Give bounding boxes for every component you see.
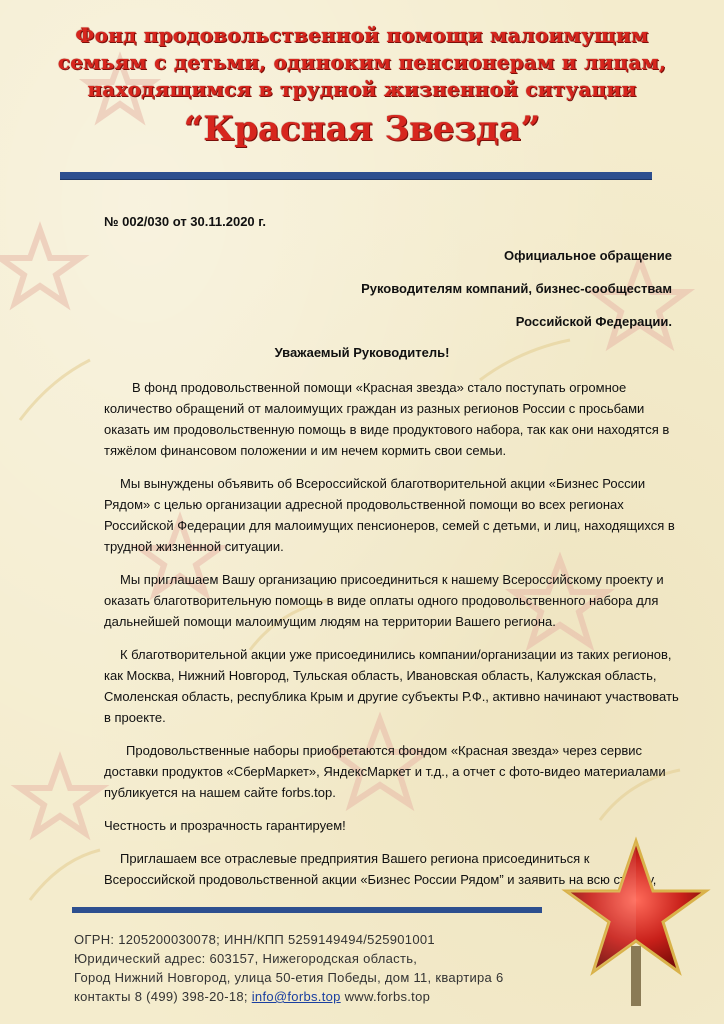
- footer-requisites: [74, 930, 504, 1006]
- footer-phone: контакты 8 (499) 398-20-18;: [74, 989, 248, 1004]
- paragraph: Мы приглашаем Вашу организацию присоединиться к нашему Всероссийскому проекту и оказать благотворительную помощь в виде оплаты одного продовольственного набора для дальнейшей помощи малоимущим людям на территории Вашего региона.: [104, 572, 664, 629]
- header-line-3: находящимся в трудной жизненной ситуации: [87, 77, 637, 101]
- footer-divider: [72, 907, 542, 913]
- header-line-1: Фонд продовольственной помощи малоимущим: [75, 23, 649, 47]
- website-text: www.forbs.top: [344, 989, 431, 1004]
- paragraph: В фонд продовольственной помощи «Красная звезда» стало поступать огромное количество обращений от малоимущих граждан из разных регионов России с просьбами оказать им продовольственную помощь в виде продуктового набора, так как они находятся в тяжёлом финансовом положении и им нечем кормить свои семьи.: [104, 380, 670, 458]
- footer-street-address: Город Нижний Новгород, улица 50-етия Победы, дом 11, квартира 6: [74, 970, 504, 985]
- footer-legal-address: Юридический адрес: 603157, Нижегородская область,: [74, 951, 418, 966]
- paragraph: К благотворительной акции уже присоединились компании/организации из таких регионов, как Москва, Нижний Новгород, Тульская область, Ивановская область, Калужская область, Смоленская область, республика Крым и другие субъекты Р.Ф., активно начинают участвовать в проекте.: [104, 647, 679, 725]
- email-link[interactable]: info@forbs.top: [251, 989, 341, 1004]
- document-number: № 002/030 от 30.11.2020 г.: [104, 214, 266, 229]
- paragraph: Продовольственные наборы приобретаются фондом «Красная звезда» через сервис доставки продуктов «СберМаркет», ЯндексМаркет и т.д., а отчет с фото-видео материалами публикуется на нашем сайте forbs.top.: [104, 743, 666, 800]
- fund-header: [40, 22, 684, 151]
- paragraph: Честность и прозрачность гарантируем!: [104, 818, 346, 833]
- greeting: Уважаемый Руководитель!: [274, 345, 450, 360]
- footer-ogrn: ОГРН: 1205200030078; ИНН/КПП 5259149494/525901001: [74, 932, 435, 947]
- letter-body: [104, 377, 679, 902]
- footer-contacts: [74, 987, 504, 1006]
- header-divider: [60, 172, 652, 180]
- paragraph: Мы вынуждены объявить об Всероссийской благотворительной акции «Бизнес России Рядом» с целью организации адресной продовольственной помощи во всех регионах Российской Федерации для малоимущих пенсионеров, семей с детьми, и лиц, находящихся в трудной жизненной ситуации.: [104, 476, 675, 554]
- fund-name: “Красная Звезда”: [183, 109, 541, 149]
- header-line-2: семьям с детьми, одиноким пенсионерам и лицам,: [57, 50, 667, 74]
- address-line-3: Российской Федерации.: [515, 314, 672, 329]
- paragraph: Приглашаем все отраслевые предприятия Вашего региона присоединиться к Всероссийской продовольственной акции «Бизнес России Рядом” и заявить на всю страну,: [104, 851, 657, 887]
- address-line-2: Руководителям компаний, бизнес-сообществам: [361, 281, 672, 296]
- address-line-1: Официальное обращение: [504, 248, 672, 263]
- kremlin-star-icon: [556, 836, 716, 1006]
